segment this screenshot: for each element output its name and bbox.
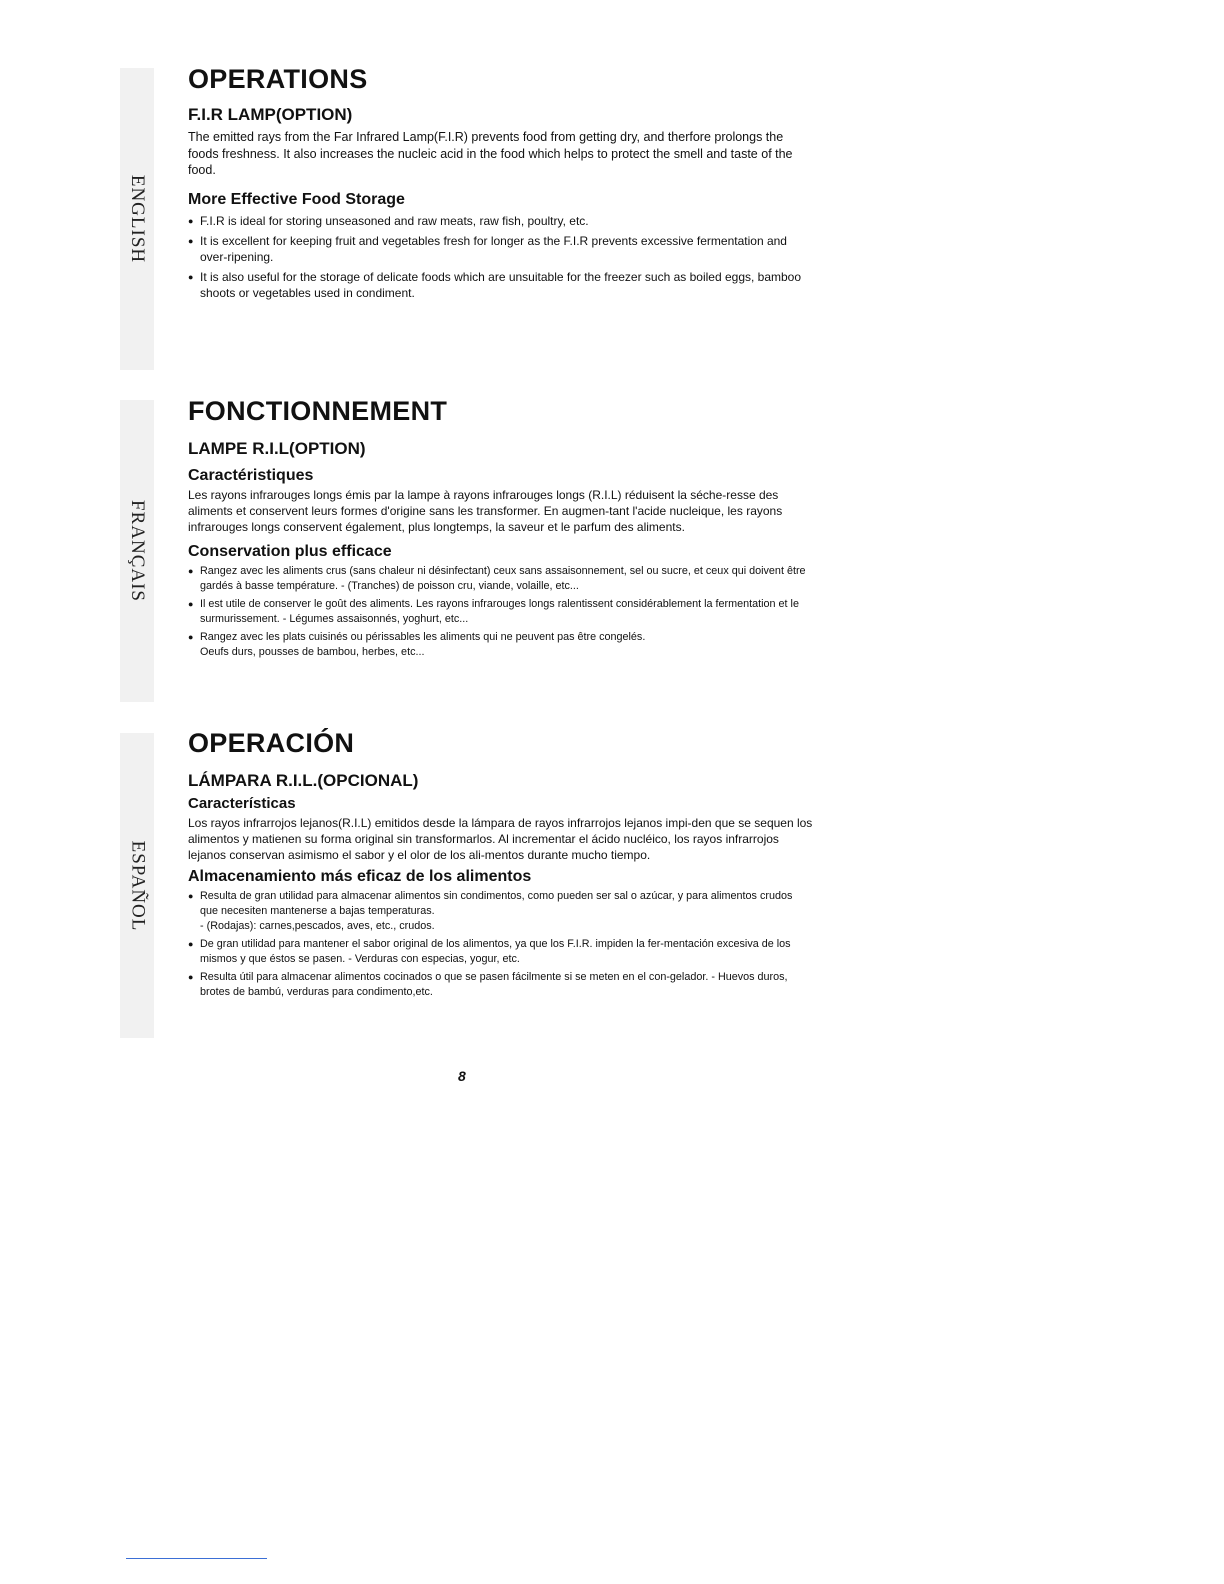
english-heading: More Effective Food Storage (188, 190, 405, 208)
francais-bullet-list (188, 564, 813, 660)
espanol-heading-characteristics: Características (188, 795, 296, 812)
list-item-continuation: Oeufs durs, pousses de bambou, herbes, etc... (200, 646, 425, 658)
list-item: ● F.I.R is ideal for storing unseasoned and raw meats, raw fish, poultry, etc. (188, 213, 813, 229)
espanol-section (188, 728, 813, 1003)
english-section (188, 64, 813, 305)
tab-espanol-label: ESPAÑOL (127, 840, 149, 931)
list-item-continuation: - (Rodajas): carnes,pescados, aves, etc., crudos. (200, 920, 435, 932)
list-item: ● Il est utile de conserver le goût des aliments. Les rayons infrarouges longs ralentissent considérablement la fermentation et le surmurissement. - Légumes assaisonnés, yoghurt, etc... (188, 597, 813, 627)
list-item: ● It is also useful for the storage of delicate foods which are unsuitable for the freezer such as boiled eggs, bamboo shoots or vegetables used in condiment. (188, 269, 813, 301)
english-subtitle: F.I.R LAMP(OPTION) (188, 105, 353, 124)
list-item: ● It is excellent for keeping fruit and vegetables fresh for longer as the F.I.R prevents excessive fermentation and over-ripening. (188, 233, 813, 265)
tab-francais (120, 400, 154, 702)
list-item: ● Rangez avec les plats cuisinés ou périssables les aliments qui ne peuvent pas être congelés. (188, 630, 813, 645)
page-number: 8 (458, 1068, 466, 1084)
espanol-bullet-list (188, 889, 813, 1000)
tab-francais-label: FRANÇAIS (127, 500, 149, 602)
tab-espanol (120, 733, 154, 1038)
espanol-subtitle: LÁMPARA R.I.L.(OPCIONAL) (188, 771, 419, 790)
list-item: ● Resulta útil para almacenar alimentos cocinados o que se pasen fácilmente si se meten en el con-gelador. - Huevos duros, brotes de bambú, verduras para condimento,etc. (188, 970, 813, 1000)
francais-subtitle: LAMPE R.I.L(OPTION) (188, 439, 366, 458)
francais-heading-characteristics: Caractéristiques (188, 467, 314, 484)
english-intro: The emitted rays from the Far Infrared Lamp(F.I.R) prevents food from getting dry, and therfore prolongs the foods freshness. It also increases the nucleic acid in the food which helps to protect the smell and taste of the food. (188, 130, 793, 177)
tab-english (120, 68, 154, 370)
francais-intro: Les rayons infrarouges longs émis par la lampe à rayons infrarouges longs (R.I.L) réduisent la séche-resse des aliments et conservent leurs formes d'origine sans les transformer. En augmen-tant l'acide nucleique, les rayons infrarouges longs conservent également, plus longtemps, la saveur et le parfum des aliments. (188, 488, 783, 534)
list-item: ● Rangez avec les aliments crus (sans chaleur ni désinfectant) ceux sans assaisonnement, sel ou sucre, et ceux qui doivent être gardés à basse température. - (Tranches) de poisson cru, viande, volaille, etc... (188, 564, 813, 594)
francais-title: FONCTIONNEMENT (188, 396, 448, 426)
francais-heading-conservation: Conservation plus efficace (188, 543, 392, 560)
espanol-title: OPERACIÓN (188, 728, 355, 758)
list-item: ● Resulta de gran utilidad para almacenar alimentos sin condimentos, como pueden ser sal o azúcar, y para alimentos crudos que necesiten mantenerse a bajas temperaturas. (188, 889, 813, 919)
espanol-intro: Los rayos infrarrojos lejanos(R.I.L) emitidos desde la lámpara de rayos infrarrojos lejanos impi-den que se sequen los alimentos y matienen su forma original sin transformarlos. Al incrementar el ácido nucléico, los rayos infrarrojos lejanos conservan asimismo el sabor y el olor de los ali-mentos durante mucho tiempo. (188, 816, 813, 862)
footer-divider (126, 1558, 267, 1559)
english-title: OPERATIONS (188, 64, 368, 94)
francais-section (188, 396, 813, 663)
tab-english-label: ENGLISH (127, 174, 148, 264)
english-bullet-list (188, 213, 813, 301)
espanol-heading-storage: Almacenamiento más eficaz de los alimentos (188, 868, 532, 885)
list-item: ● De gran utilidad para mantener el sabor original de los alimentos, ya que los F.I.R. impiden la fer-mentación excesiva de los mismos y que éstos se pasen. - Verduras con especias, yogur, etc. (188, 937, 813, 967)
